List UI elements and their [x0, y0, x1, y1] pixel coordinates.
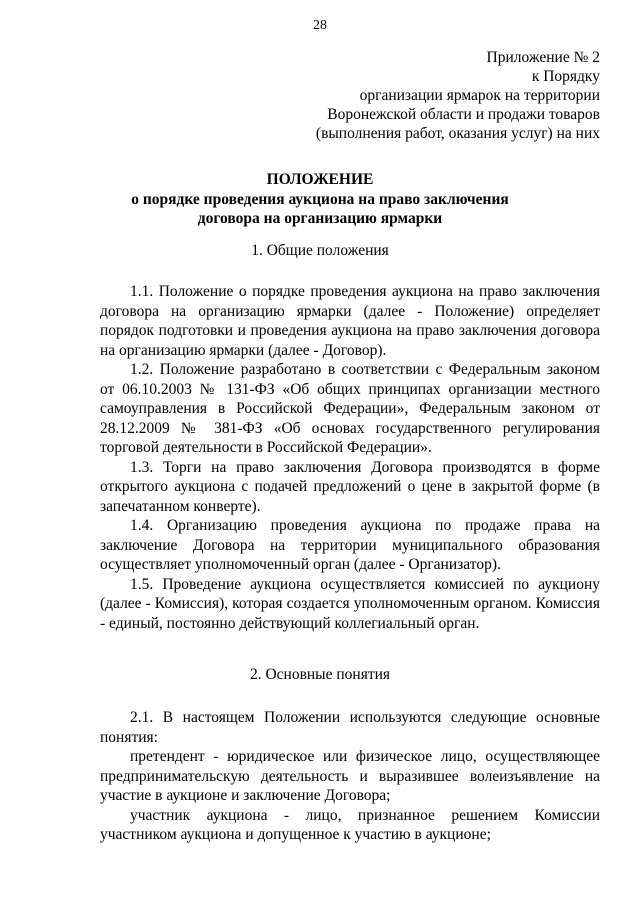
- title-line: договора на организацию ярмарки: [197, 210, 443, 227]
- definition-applicant: претендент - юридическое или физическое лицо, осуществляющее предпринимательскую деятельность и выразившее волеизъявление на участие в аукционе и заключение Договора;: [100, 748, 600, 804]
- section-1-body: [100, 282, 600, 633]
- title-line: ПОЛОЖЕНИЕ: [266, 171, 374, 188]
- page-number: 28: [313, 18, 327, 33]
- appendix-reference: [280, 48, 600, 143]
- paragraph-1-5: 1.5. Проведение аукциона осуществляется комиссией по аукциону (далее - Комиссия), которая создается уполномоченным органом. Комиссия - единый, постоянно действующий коллегиальный орган.: [100, 575, 600, 632]
- title-line: о порядке проведения аукциона на право заключения: [131, 190, 509, 208]
- paragraph-1-2: 1.2. Положение разработано в соответствии с Федеральным законом от 06.10.2003 № 131-ФЗ «Об общих принципах организации местного самоуправления в Российской Федерации», Федеральным законом от 28.12.2009 № 381-ФЗ «Об основах государственного регулирования торговой деятельности в Российской Федерации».: [100, 361, 600, 456]
- paragraph-1-3: 1.3. Торги на право заключения Договора производятся в форме открытого аукциона с подачей предложений о цене в закрытой форме (в запечатанном конверте).: [100, 458, 600, 515]
- appendix-line: Воронежской области и продажи товаров: [327, 106, 600, 123]
- document-title: [0, 170, 640, 229]
- paragraph-1-1: 1.1. Положение о порядке проведения аукциона на право заключения договора на организацию ярмарки (далее - Положение) определяет порядок подготовки и проведения аукциона на право заключения договора на организацию ярмарки (далее - Договор).: [100, 283, 600, 359]
- section-1-heading: 1. Общие положения: [251, 242, 389, 259]
- appendix-line: организации ярмарок на территории: [359, 87, 600, 104]
- paragraph-1-4: 1.4. Организацию проведения аукциона по продаже права на заключение Договора на территории муниципального образования осуществляет уполномоченный орган (далее - Организатор).: [100, 517, 600, 573]
- appendix-line: Приложение № 2: [486, 49, 600, 66]
- section-2-heading: 2. Основные понятия: [249, 666, 391, 683]
- definition-participant: участник аукциона - лицо, признанное решением Комиссии участником аукциона и допущенное к участию в аукционе;: [100, 806, 600, 843]
- section-2-body: [100, 708, 600, 845]
- appendix-line: к Порядку: [531, 68, 600, 85]
- appendix-line: (выполнения работ, оказания услуг) на них: [315, 125, 600, 142]
- paragraph-2-1: 2.1. В настоящем Положении используются следующие основные понятия:: [100, 709, 600, 746]
